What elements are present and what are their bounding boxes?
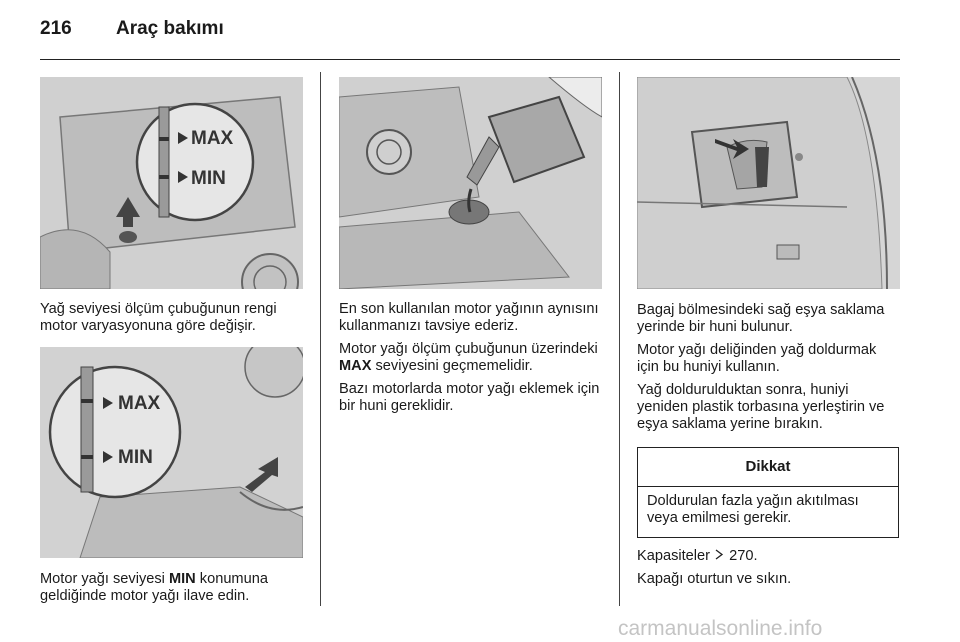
add-oil-text [40, 571, 305, 605]
funnel-location-text: Bagaj bölmesindeki sağ eşya saklama yerinde bir huni bulunur. [637, 302, 885, 335]
add-oil-text-start: Motor yağı seviyesi [40, 571, 169, 587]
max-level-text [339, 341, 604, 375]
fig2-max-label: MAX [118, 393, 161, 414]
fig1-min-label: MIN [191, 168, 226, 189]
add-oil-text-end: konumuna geldiğinde motor yağı ilave edin. [40, 571, 268, 604]
watermark[interactable]: carmanualsonline.info [618, 617, 823, 640]
notice-box [637, 447, 899, 538]
dipstick-overview-figure [40, 77, 303, 289]
max-level-text-start: Motor yağı ölçüm çubuğunun üzerindeki [339, 341, 598, 357]
max-level-text-end: seviyesini geçmemelidir. [371, 358, 533, 374]
dipstick-min-figure [40, 347, 303, 558]
page-reference-icon [714, 548, 725, 565]
trunk-storage-figure [637, 77, 900, 289]
dipstick-color-text: Yağ seviyesi ölçüm çubuğunun rengi motor varyasyonuna göre değişir. [40, 301, 277, 334]
header-rule [40, 59, 900, 60]
fig2-min-label: MIN [118, 447, 153, 468]
same-oil-text: En son kullanılan motor yağının aynısını kullanmanızı tavsiye ederiz. [339, 301, 599, 334]
column-divider-2 [619, 72, 620, 606]
funnel-store-text: Yağ doldurulduktan sonra, huniyi yeniden plastik torbasına yerleştirin ve eşya saklama yerine bırakın. [637, 382, 885, 432]
column-3-text [637, 302, 902, 439]
column-3-bottom-text [637, 548, 902, 594]
notice-title: Dikkat [638, 448, 898, 487]
fig1-max-label: MAX [191, 128, 234, 149]
capacities-page-link[interactable]: 270. [729, 548, 758, 564]
funnel-needed-text: Bazı motorlarda motor yağı eklemek için bir huni gereklidir. [339, 381, 600, 414]
column-divider-1 [320, 72, 321, 606]
notice-body: Doldurulan fazla yağın akıtılması veya emilmesi gerekir. [647, 493, 859, 526]
oil-filling-figure [339, 77, 602, 289]
capacities-reference [637, 548, 902, 565]
capacities-text: Kapasiteler [637, 548, 715, 564]
min-emphasis: MIN [168, 571, 196, 587]
column-1-caption-2 [40, 571, 305, 611]
page-number: 216 [40, 18, 72, 39]
funnel-use-text: Motor yağı deliğinden yağ doldurmak için bu huniyi kullanın. [637, 342, 877, 375]
page-title: Araç bakımı [116, 18, 224, 39]
cap-tighten-text: Kapağı oturtun ve sıkın. [637, 571, 792, 587]
column-2-text [339, 301, 604, 421]
column-1-caption-1 [40, 301, 305, 341]
max-emphasis: MAX [339, 358, 372, 374]
